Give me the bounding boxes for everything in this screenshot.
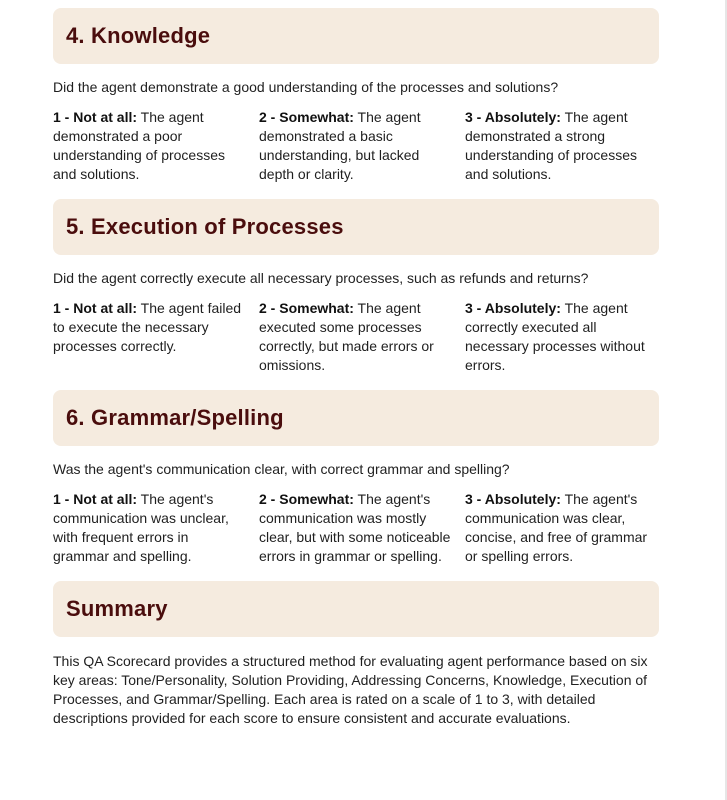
rating-description: The agent demonstrated a basic understanding, but lacked depth or clarity. <box>259 109 421 182</box>
rating-label: 3 - Absolutely: <box>465 109 561 125</box>
section-header <box>53 8 659 64</box>
rating-label: 2 - Somewhat: <box>259 491 354 507</box>
section-header <box>53 390 659 446</box>
rating-description: The agent's communication was mostly clear, but with some noticeable errors in grammar or spelling. <box>259 491 451 564</box>
section-question: Did the agent correctly execute all necessary processes, such as refunds and returns? <box>53 270 589 286</box>
rating-label: 1 - Not at all: <box>53 300 138 316</box>
rating-row <box>53 108 659 184</box>
section-question: Did the agent demonstrate a good understanding of the processes and solutions? <box>53 79 559 95</box>
rating-row <box>53 490 659 566</box>
rating-description: The agent correctly executed all necessary processes without errors. <box>465 300 645 373</box>
section-question: Was the agent's communication clear, with correct grammar and spelling? <box>53 461 510 477</box>
rating-3 <box>465 299 657 375</box>
section-title: 6. Grammar/Spelling <box>66 405 284 430</box>
section-title: 5. Execution of Processes <box>66 214 344 239</box>
rating-description: The agent's communication was unclear, with frequent errors in grammar and spelling. <box>53 491 229 564</box>
rating-1 <box>53 299 245 375</box>
rating-description: The agent demonstrated a poor understanding of processes and solutions. <box>53 109 225 182</box>
section-grammar-spelling <box>53 390 659 566</box>
section-header <box>53 199 659 255</box>
rating-label: 1 - Not at all: <box>53 491 138 507</box>
section-summary <box>53 581 659 728</box>
section-execution-of-processes <box>53 199 659 375</box>
section-title: 4. Knowledge <box>66 23 211 48</box>
rating-label: 3 - Absolutely: <box>465 300 561 316</box>
section-header <box>53 581 659 637</box>
rating-description: The agent's communication was clear, concise, and free of grammar or spelling errors. <box>465 491 648 564</box>
rating-label: 3 - Absolutely: <box>465 491 561 507</box>
summary-text: This QA Scorecard provides a structured method for evaluating agent performance based on six key areas: Tone/Personality, Solution Providing, Addressing Concerns, Knowledge, Execution of Processes, and Grammar/Spelling. Each area is rated on a scale of 1 to 3, with detailed descriptions provided for each score to ensure consistent and accurate evaluations. <box>53 653 648 726</box>
rating-description: The agent failed to execute the necessary processes correctly. <box>53 300 242 354</box>
rating-3 <box>465 490 657 566</box>
rating-1 <box>53 108 245 184</box>
rating-description: The agent demonstrated a strong understanding of processes and solutions. <box>465 109 637 182</box>
rating-label: 2 - Somewhat: <box>259 300 354 316</box>
section-knowledge <box>53 8 659 184</box>
rating-2 <box>259 108 451 184</box>
rating-description: The agent executed some processes correctly, but made errors or omissions. <box>259 300 434 373</box>
rating-label: 2 - Somewhat: <box>259 109 354 125</box>
rating-row <box>53 299 659 375</box>
rating-label: 1 - Not at all: <box>53 109 138 125</box>
section-title: Summary <box>66 596 168 621</box>
rating-2 <box>259 490 451 566</box>
rating-1 <box>53 490 245 566</box>
scorecard-content <box>53 8 659 743</box>
rating-2 <box>259 299 451 375</box>
rating-3 <box>465 108 657 184</box>
